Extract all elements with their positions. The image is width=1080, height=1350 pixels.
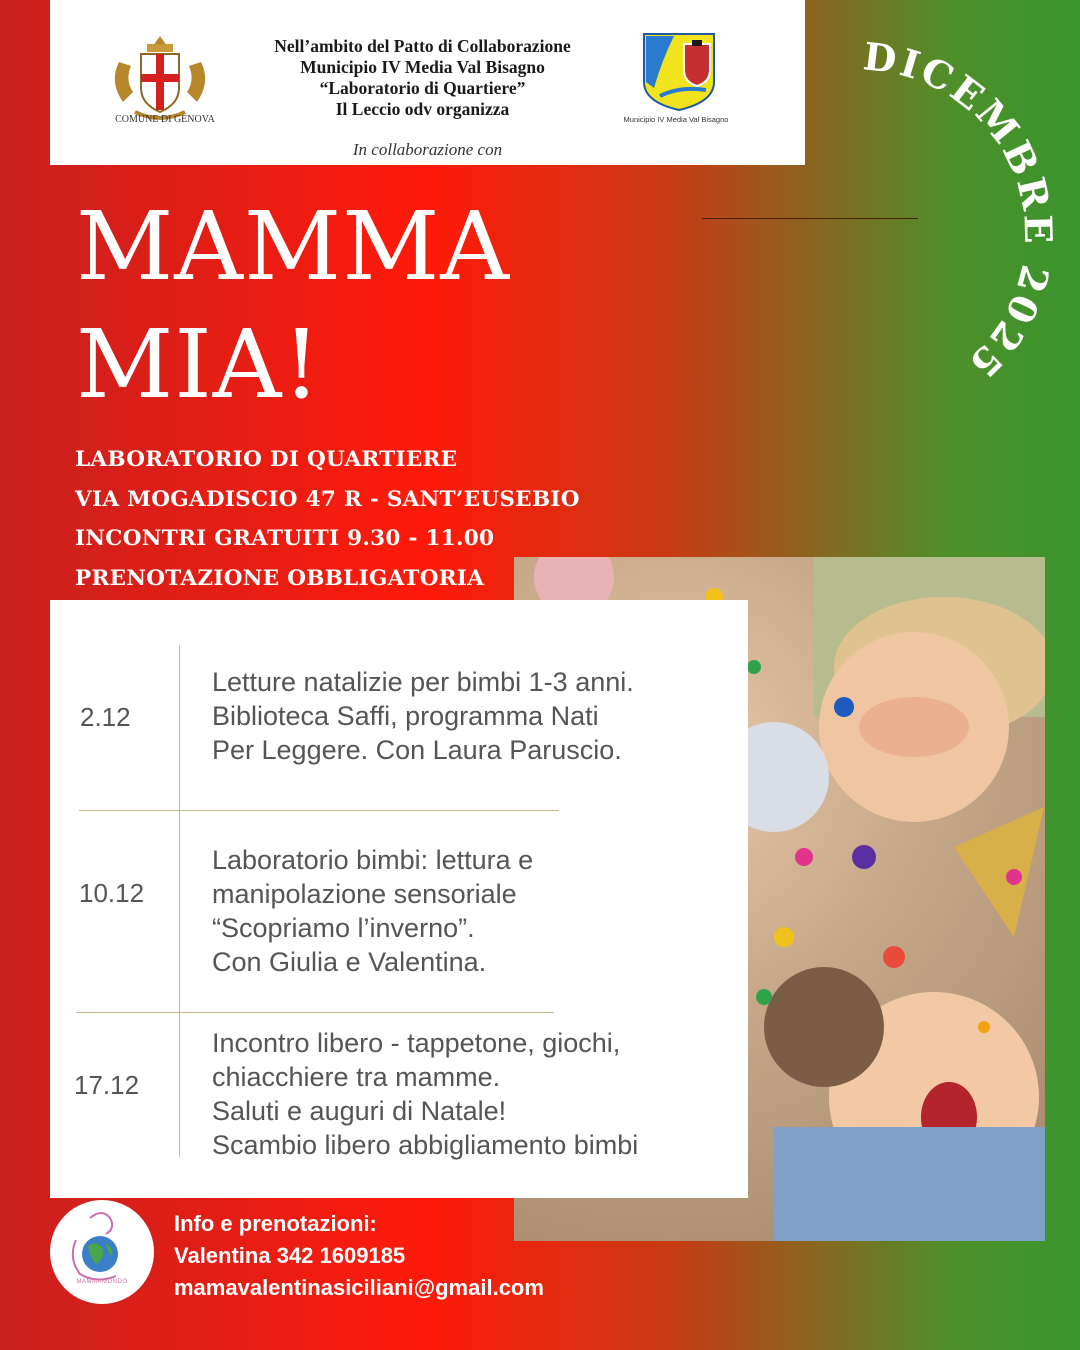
description-line: Laboratorio bimbi: lettura e: [212, 845, 534, 875]
description-line: Incontro libero - tappetone, giochi,: [212, 1028, 621, 1058]
description-line: Scambio libero abbigliamento bimbi: [212, 1130, 639, 1160]
schedule-card: [50, 600, 748, 1198]
event-info: [75, 440, 580, 598]
header-line: Il Leccio odv organizza: [335, 99, 510, 119]
description-line: chiacchiere tra mamme.: [212, 1062, 501, 1092]
header-banner: [50, 0, 805, 165]
page-title: [76, 188, 510, 424]
schedule-date: 17.12: [74, 1070, 140, 1100]
globe-icon: [50, 1200, 154, 1304]
contact-heading: Info e prenotazioni:: [174, 1211, 377, 1236]
contact-phone[interactable]: Valentina 342 1609185: [174, 1243, 406, 1268]
municipio-label: Municipio IV Media Val Bisagno: [623, 115, 729, 124]
badge-label: MAMMAMONDO: [76, 1279, 128, 1285]
header-line: Municipio IV Media Val Bisagno: [300, 57, 545, 77]
genova-coat-of-arms-icon: [105, 32, 215, 127]
title-line-1: MAMMA: [76, 192, 511, 302]
description-line: Saluti e auguri di Natale!: [212, 1096, 507, 1126]
header-line: “Laboratorio di Quartiere”: [319, 78, 526, 98]
schedule-description: [212, 665, 634, 767]
schedule-divider-vertical: [179, 645, 180, 1157]
svg-text:DICEMBRE 2025: [861, 33, 1061, 388]
description-line: Per Leggere. Con Laura Paruscio.: [212, 735, 622, 765]
header-text: [235, 36, 610, 120]
description-line: Letture natalizie per bimbi 1-3 anni.: [212, 667, 634, 697]
schedule-divider: [79, 810, 559, 811]
info-line: PRENOTAZIONE OBBLIGATORIA: [75, 565, 485, 591]
contact-email[interactable]: mamavalentinasiciliani@gmail.com: [174, 1275, 544, 1300]
collaboration-text: In collaborazione con: [352, 140, 503, 159]
schedule-description: [212, 843, 533, 979]
info-line: INCONTRI GRATUITI 9.30 - 11.00: [75, 526, 495, 551]
description-line: “Scopriamo l’inverno”.: [212, 913, 475, 943]
schedule-date: 2.12: [80, 702, 131, 732]
description-line: Con Giulia e Valentina.: [212, 947, 487, 977]
info-line: VIA MOGADISCIO 47 R - SANT’EUSEBIO: [75, 486, 580, 512]
title-line-2: MIA!: [76, 310, 322, 420]
schedule-description: [212, 1026, 638, 1162]
mammamondo-logo: [50, 1200, 154, 1304]
genova-label: COMUNE DI GENOVA: [115, 114, 215, 125]
description-line: manipolazione sensoriale: [212, 879, 517, 909]
municipio-shield-icon: [640, 30, 718, 112]
schedule-date: 10.12: [79, 878, 145, 908]
arc-text: DICEMBRE 2025: [860, 33, 1062, 389]
header-line: Nell’ambito del Patto di Collaborazione: [274, 36, 571, 56]
month-arc-label: [750, 20, 1080, 440]
schedule-divider: [76, 1012, 554, 1013]
contact-info: [174, 1208, 544, 1304]
info-line: LABORATORIO DI QUARTIERE: [75, 447, 458, 472]
description-line: Biblioteca Saffi, programma Nati: [212, 701, 599, 731]
